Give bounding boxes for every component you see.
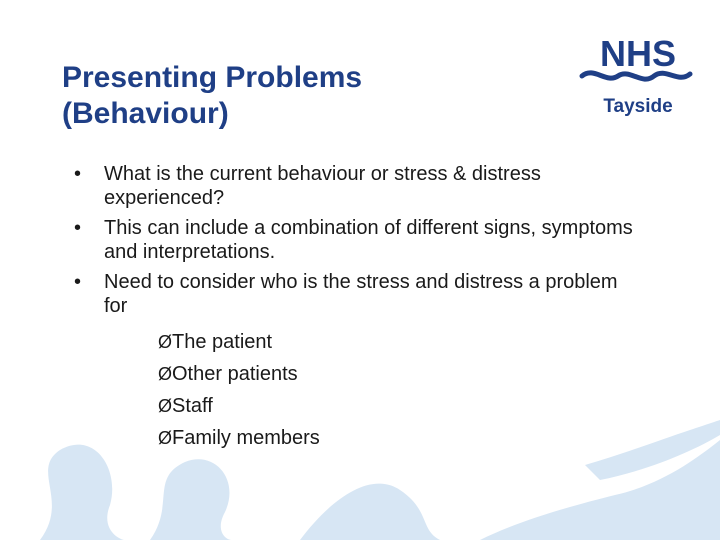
sub-bullet-text: Staff bbox=[172, 395, 213, 417]
sub-bullet-text: Family members bbox=[172, 427, 320, 449]
bullet-marker: • bbox=[74, 271, 82, 293]
wave-shape-3 bbox=[300, 484, 440, 540]
bullet-marker: • bbox=[74, 217, 82, 239]
title-line-1: Presenting Problems bbox=[62, 61, 363, 94]
sub-bullet-item bbox=[158, 390, 634, 422]
arrow-bullet-icon: Ø bbox=[158, 332, 173, 352]
sub-bullet-list bbox=[74, 326, 634, 454]
sub-bullet-item bbox=[158, 358, 634, 390]
slide-title bbox=[62, 60, 542, 132]
title-line-2: (Behaviour) bbox=[62, 97, 229, 130]
arrow-bullet-icon: Ø bbox=[158, 396, 173, 416]
bullet-item bbox=[74, 162, 634, 210]
sub-bullet-item bbox=[158, 422, 634, 454]
sub-bullet-text: The patient bbox=[172, 331, 273, 353]
bullet-item bbox=[74, 216, 634, 264]
wave-shape-4 bbox=[480, 440, 720, 540]
bullet-list bbox=[74, 162, 634, 454]
arrow-bullet-icon: Ø bbox=[158, 364, 173, 384]
arrow-bullet-icon: Ø bbox=[158, 428, 173, 448]
wave-shape-2 bbox=[150, 459, 232, 540]
bullet-text: Need to consider who is the stress and distress a problem for bbox=[104, 271, 618, 317]
nhs-tayside-logo bbox=[578, 36, 698, 124]
bullet-marker: • bbox=[74, 163, 82, 185]
sub-bullet-item bbox=[158, 326, 634, 358]
wave-shape-1 bbox=[40, 445, 125, 540]
logo-region: Tayside bbox=[603, 96, 673, 117]
bullet-text: What is the current behaviour or stress & distress experienced? bbox=[104, 163, 541, 209]
bullet-item bbox=[74, 270, 634, 318]
logo-wordmark: NHS bbox=[599, 36, 677, 74]
bullet-text: This can include a combination of different signs, symptoms and interpretations. bbox=[104, 217, 633, 263]
sub-bullet-text: Other patients bbox=[172, 363, 298, 385]
